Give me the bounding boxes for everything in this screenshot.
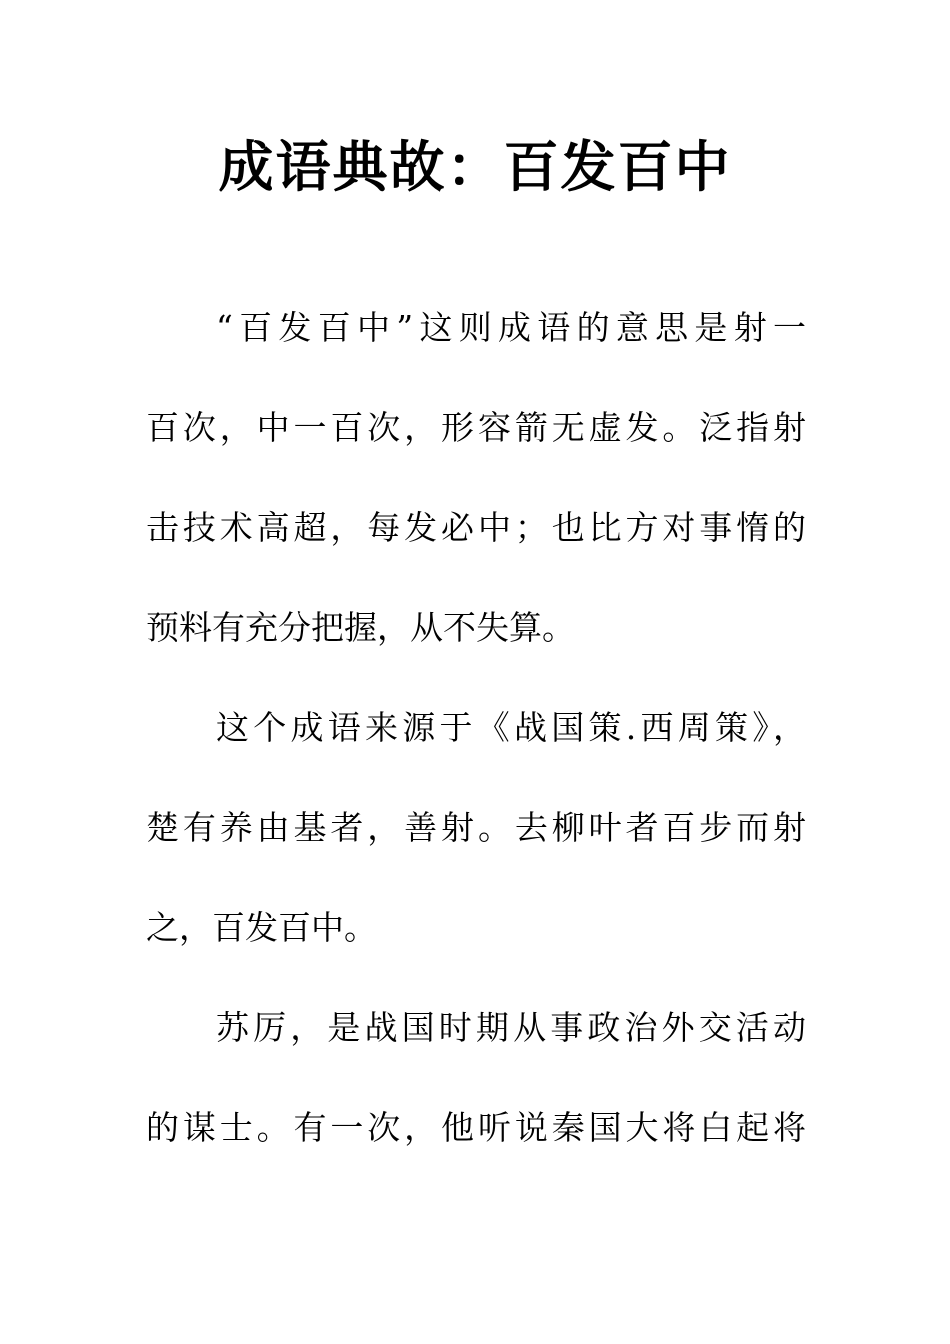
paragraph-1-line-1: “百发百中”这则成语的意思是射一 [216, 308, 806, 347]
paragraph-3-line-2: 的谋士。有一次，他听说秦国大将白起将 [146, 1108, 806, 1147]
paragraph-2-line-1: 这个成语来源于《战国策.西周策》， [216, 708, 806, 747]
paragraph-3-line-1: 苏厉，是战国时期从事政治外交活动 [216, 1008, 806, 1047]
document-title: 成语典故：百发百中 [218, 134, 732, 199]
paragraph-1-line-4: 预料有充分把握，从不失算。 [146, 608, 575, 647]
paragraph-1-line-3: 击技术高超，每发必中；也比方对事惰的 [146, 508, 806, 547]
paragraph-2-line-3: 之，百发百中。 [146, 908, 377, 947]
paragraph-2-line-2: 楚有养由基者，善射。去柳叶者百步而射 [146, 808, 806, 847]
paragraph-1-line-2: 百次，中一百次，形容箭无虚发。泛指射 [146, 408, 806, 447]
